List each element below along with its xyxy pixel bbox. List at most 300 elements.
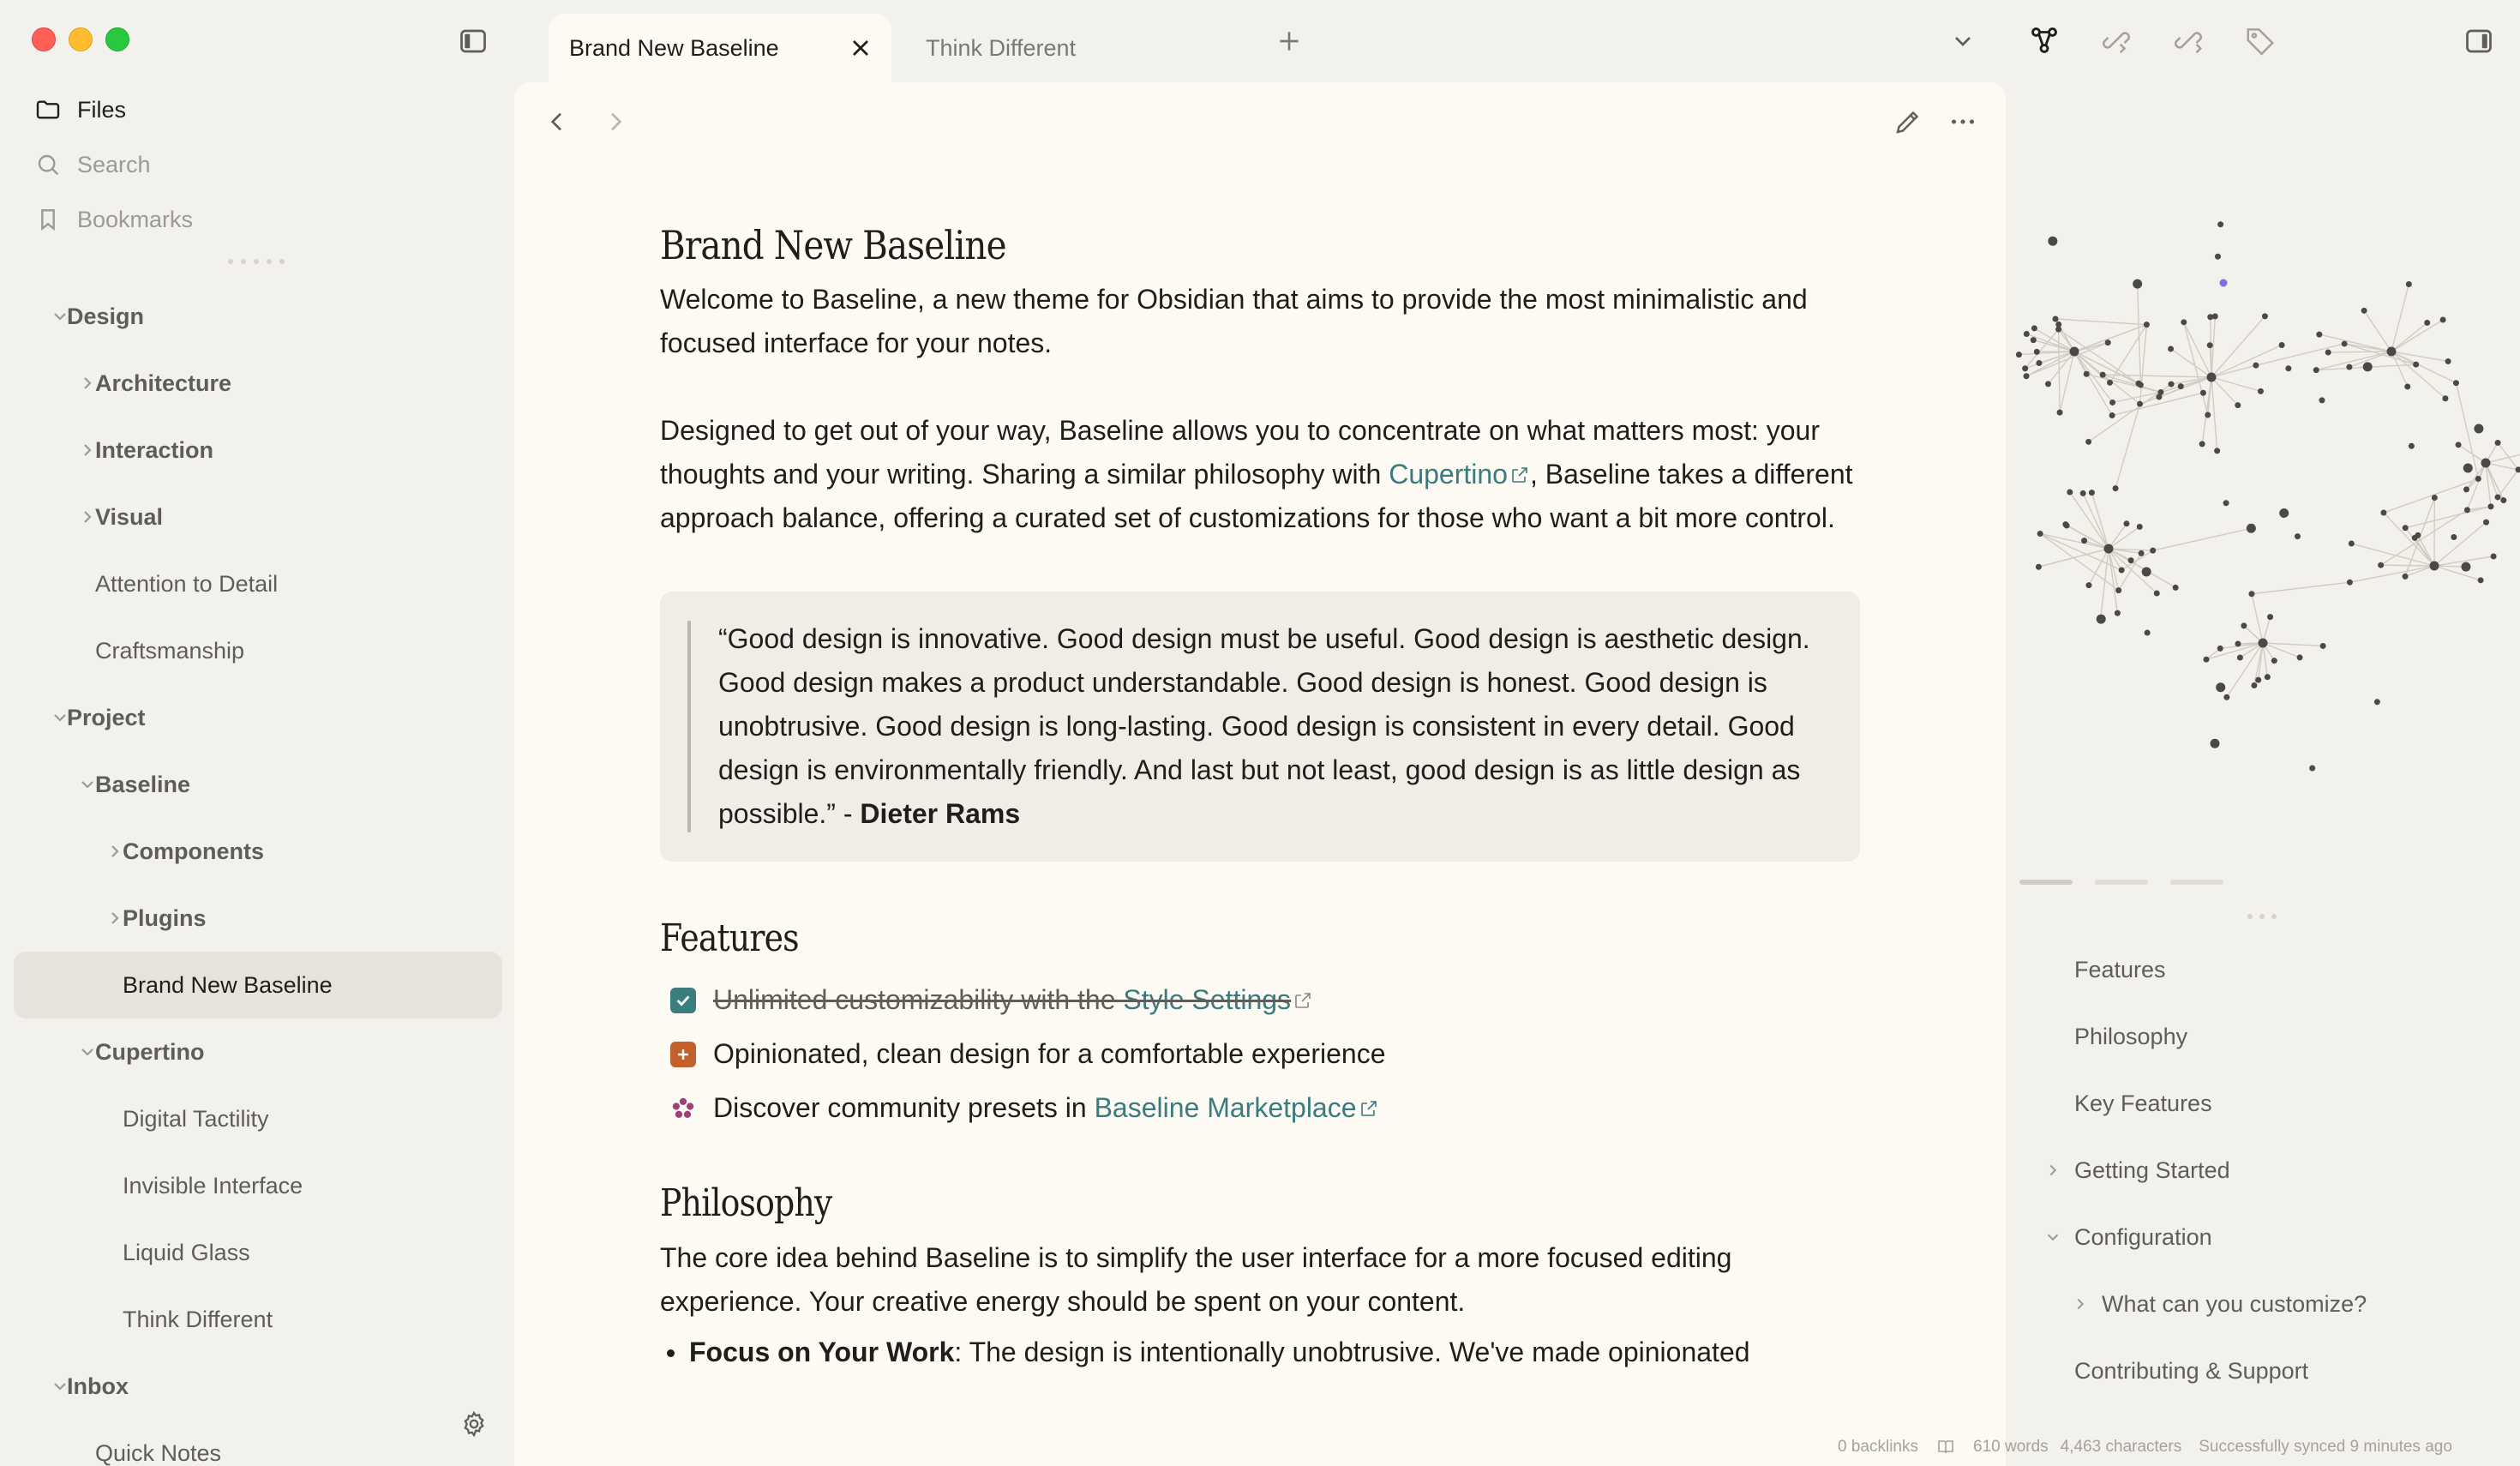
graph-node[interactable] <box>2022 365 2028 371</box>
graph-edge <box>2434 566 2466 567</box>
graph-node[interactable] <box>2036 564 2042 570</box>
checkbox-checked[interactable] <box>670 988 696 1013</box>
graph-node[interactable] <box>2157 389 2163 395</box>
features-heading: Features <box>660 916 799 960</box>
graph-node[interactable] <box>2346 364 2352 370</box>
graph-node[interactable] <box>2297 654 2303 660</box>
bookmarks-label: Bookmarks <box>77 206 194 232</box>
graph-node[interactable] <box>2205 412 2211 418</box>
paragraph-text: Designed to get out of your way, Baseline allows you to concentrate on what matters most: your thoughts and your writing. Sharing a similar philosophy with <box>660 415 1820 490</box>
file-tree <box>14 283 502 1466</box>
graph-node[interactable] <box>2048 237 2057 246</box>
graph-node[interactable] <box>2052 316 2058 322</box>
graph-node[interactable] <box>2313 367 2319 373</box>
blockquote <box>660 592 1860 862</box>
graph-edge <box>2184 322 2208 415</box>
checkbox-plus[interactable] <box>670 1042 696 1067</box>
graph-node[interactable] <box>2349 541 2355 547</box>
graph-edge <box>2391 284 2409 351</box>
paragraph <box>660 409 1860 540</box>
graph-node[interactable] <box>2483 520 2489 526</box>
right-pane-tabs[interactable] <box>2019 880 2223 885</box>
folder-icon <box>34 96 62 123</box>
outline-item-features[interactable] <box>2006 936 2520 1003</box>
graph-node[interactable] <box>2235 641 2241 647</box>
graph-edge <box>2202 377 2211 444</box>
plus-icon[interactable] <box>1274 26 1305 57</box>
chevron-down-icon[interactable] <box>2043 1228 2062 1247</box>
graph-node[interactable] <box>2247 524 2256 533</box>
graph-node[interactable] <box>2430 562 2439 571</box>
graph-node[interactable] <box>2241 622 2247 628</box>
graph-node[interactable] <box>2347 580 2353 586</box>
graph-node[interactable] <box>2491 553 2497 559</box>
tree-item-label: Quick Notes <box>95 1439 222 1466</box>
graph-node[interactable] <box>2031 325 2037 331</box>
graph-node[interactable] <box>2123 520 2129 526</box>
graph-node[interactable] <box>2145 630 2151 636</box>
graph-edge <box>2263 643 2323 646</box>
character-count: 4,463 characters <box>2060 1438 2182 1456</box>
tree-item-label: Baseline <box>95 771 191 797</box>
graph-node[interactable] <box>2463 486 2469 492</box>
outline-item-label: Key Features <box>2074 1090 2212 1116</box>
search-nav[interactable] <box>34 146 151 183</box>
outline-item-key-features[interactable] <box>2006 1070 2520 1137</box>
tab-think-different[interactable] <box>926 14 1251 82</box>
graph-node[interactable] <box>2104 544 2114 554</box>
task-text <box>713 1092 1379 1124</box>
graph-edge <box>2171 349 2211 377</box>
chevron-left-icon[interactable] <box>543 108 571 135</box>
graph-node[interactable] <box>2474 424 2483 433</box>
graph-node[interactable] <box>2279 342 2285 348</box>
graph-edge <box>2391 351 2408 387</box>
tree-folder-inbox[interactable] <box>14 1353 502 1420</box>
task-text-part: Unlimited customizability with the <box>713 984 1124 1015</box>
tree-item-label: Liquid Glass <box>123 1239 250 1265</box>
external-link-icon <box>1359 1098 1379 1119</box>
chevron-right-icon[interactable] <box>2043 1161 2062 1180</box>
graph-node[interactable] <box>2169 382 2175 388</box>
tree-item-label: Components <box>123 838 264 864</box>
tree-item-label: Think Different <box>123 1306 273 1332</box>
tree-folder-plugins[interactable] <box>14 885 502 952</box>
graph-view[interactable] <box>2006 137 2520 874</box>
graph-node[interactable] <box>2216 682 2225 692</box>
tab-brand-new-baseline[interactable] <box>549 14 891 82</box>
sync-status[interactable]: Successfully synced 9 minutes ago <box>2199 1438 2452 1456</box>
graph-edge <box>2034 328 2074 351</box>
graph-node[interactable] <box>2128 557 2134 563</box>
outline-item-contributing-support[interactable] <box>2006 1337 2520 1404</box>
graph-node[interactable] <box>2481 459 2491 468</box>
graph-node[interactable] <box>2178 383 2184 389</box>
graph-node[interactable] <box>2031 337 2037 343</box>
graph-edge <box>2206 643 2263 659</box>
graph-edge <box>2211 377 2217 451</box>
chevron-right-icon[interactable] <box>2071 1295 2090 1313</box>
tree-item-label: Brand New Baseline <box>123 971 333 998</box>
graph-node[interactable] <box>2262 313 2268 319</box>
graph-node[interactable] <box>2084 371 2090 377</box>
graph-node[interactable] <box>2495 494 2501 500</box>
graph-node[interactable] <box>2253 363 2259 369</box>
tree-item-label: Cupertino <box>95 1038 205 1065</box>
more-options-icon[interactable] <box>1947 106 1978 137</box>
outline-item-label: Philosophy <box>2074 1023 2188 1049</box>
quote-text: “Good design is innovative. Good design must be useful. Good design is aesthetic design. Good design makes a product understandable. Good design is honest. Good design is unobtrusive. Good design is long-lasting. Good design is consistent in every detail. Good design is environmentally friendly. And last but not least, good design is as little design as possible.” - <box>718 623 1810 829</box>
outline-item-what-can-you-customize[interactable] <box>2006 1271 2520 1337</box>
graph-node[interactable] <box>2085 439 2091 445</box>
tree-file-liquid-glass[interactable] <box>14 1219 502 1286</box>
task-item <box>660 1027 1860 1081</box>
graph-node[interactable] <box>2150 548 2156 554</box>
graph-node[interactable] <box>2463 463 2473 472</box>
backlinks-count[interactable]: 0 backlinks <box>1838 1438 1918 1456</box>
graph-node[interactable] <box>2451 534 2457 540</box>
note-content[interactable] <box>660 219 1860 1374</box>
tree-file-think-different[interactable] <box>14 1286 502 1353</box>
graph-edge <box>2391 351 2445 399</box>
graph-node[interactable] <box>2464 507 2470 513</box>
graph-node[interactable] <box>2109 400 2115 406</box>
tree-file-brand-new-baseline[interactable] <box>14 952 502 1018</box>
close-icon[interactable] <box>847 34 874 62</box>
task-text <box>713 984 1313 1016</box>
graph-node-active[interactable] <box>2220 279 2228 287</box>
graph-node[interactable] <box>2309 766 2315 772</box>
style-settings-link[interactable] <box>1123 984 1313 1015</box>
editor-pane[interactable] <box>514 82 2006 1466</box>
graph-node[interactable] <box>2109 412 2115 418</box>
external-link-icon <box>1509 465 1530 485</box>
gear-icon[interactable] <box>459 1409 489 1439</box>
graph-node[interactable] <box>2363 362 2373 371</box>
bullet-item <box>660 1331 1860 1374</box>
graph-node[interactable] <box>2207 373 2217 382</box>
right-pane-resize-handle[interactable] <box>2247 914 2277 919</box>
graph-node[interactable] <box>2259 639 2268 648</box>
graph-node[interactable] <box>2248 591 2254 597</box>
tree-folder-cupertino[interactable] <box>14 1018 502 1085</box>
graph-node[interactable] <box>2139 550 2145 556</box>
tag-icon[interactable] <box>2244 24 2277 57</box>
graph-node[interactable] <box>2070 347 2079 357</box>
book-icon[interactable] <box>1935 1437 1956 1457</box>
graph-node[interactable] <box>2115 587 2121 593</box>
outline-item-label: What can you customize? <box>2102 1290 2367 1317</box>
search-label: Search <box>77 151 151 177</box>
graph-edge <box>2391 322 2427 351</box>
graph-edge <box>2364 310 2391 351</box>
graph-view-icon[interactable] <box>2028 24 2061 57</box>
backlinks-icon[interactable] <box>2100 24 2133 57</box>
cupertino-link[interactable] <box>1389 459 1530 490</box>
right-sidebar-toggle-icon[interactable] <box>2463 26 2494 57</box>
tree-item-label: Digital Tactility <box>123 1105 269 1132</box>
graph-node[interactable] <box>2217 646 2223 652</box>
graph-edge <box>2101 549 2109 620</box>
graph-edge <box>2498 470 2518 497</box>
graph-node[interactable] <box>2207 342 2213 348</box>
graph-node[interactable] <box>2378 562 2384 568</box>
external-link-icon <box>1293 990 1313 1011</box>
tree-item-label: Design <box>67 303 145 329</box>
tree-file-quick-notes[interactable] <box>14 1420 502 1466</box>
note-title: Brand New Baseline <box>660 222 1006 268</box>
tree-item-label: Project <box>67 704 146 730</box>
outline-item-label: Contributing & Support <box>2074 1357 2309 1384</box>
graph-node[interactable] <box>2062 521 2068 527</box>
graph-node[interactable] <box>2037 531 2043 537</box>
graph-edge <box>2153 528 2252 550</box>
graph-node[interactable] <box>2105 339 2111 345</box>
graph-node[interactable] <box>2024 373 2030 379</box>
link-text: Style Settings <box>1123 984 1292 1015</box>
philosophy-paragraph: The core idea behind Baseline is to simplify the user interface for a more focused editing experience. Your creative energy should be spent on your content. <box>660 1242 1732 1317</box>
graph-edge <box>2381 565 2434 566</box>
tree-folder-architecture[interactable] <box>14 350 502 417</box>
graph-node[interactable] <box>2413 362 2419 368</box>
tree-folder-components[interactable] <box>14 818 502 885</box>
graph-edge <box>2349 566 2434 582</box>
graph-node[interactable] <box>2461 562 2470 572</box>
outline-item-getting-started[interactable] <box>2006 1137 2520 1204</box>
graph-node[interactable] <box>2214 448 2220 454</box>
graph-node[interactable] <box>2200 390 2206 396</box>
chevron-down-icon[interactable] <box>1949 27 1977 55</box>
graph-node[interactable] <box>2089 490 2095 496</box>
graph-node[interactable] <box>2223 694 2229 700</box>
graph-edge <box>2109 325 2146 383</box>
bullet-bold: Focus on Your Work <box>689 1337 955 1367</box>
graph-node[interactable] <box>2285 365 2291 371</box>
graph-node[interactable] <box>2487 503 2493 509</box>
outline-item-label: Getting Started <box>2074 1157 2230 1183</box>
graph-node[interactable] <box>2057 410 2063 416</box>
graph-node[interactable] <box>2080 490 2086 496</box>
graph-node[interactable] <box>2235 402 2241 408</box>
graph-edge <box>2351 544 2434 566</box>
graph-node[interactable] <box>2403 525 2409 531</box>
graph-node[interactable] <box>2137 524 2143 530</box>
graph-node[interactable] <box>2342 340 2348 346</box>
graph-node[interactable] <box>2142 568 2151 577</box>
graph-node[interactable] <box>2440 317 2446 323</box>
quote-author: Dieter Rams <box>860 798 1021 829</box>
graph-node[interactable] <box>2100 372 2106 378</box>
graph-node[interactable] <box>2199 441 2205 447</box>
graph-node[interactable] <box>2403 574 2409 580</box>
outline-item-philosophy[interactable] <box>2006 1003 2520 1070</box>
graph-node[interactable] <box>2137 401 2143 407</box>
graph-node[interactable] <box>2258 388 2264 394</box>
graph-edge <box>2391 320 2443 351</box>
graph-node[interactable] <box>2319 397 2325 403</box>
status-bar <box>1838 1437 2452 1457</box>
graph-node[interactable] <box>2024 331 2030 337</box>
graph-node[interactable] <box>2453 380 2459 386</box>
files-nav[interactable] <box>34 91 126 129</box>
graph-node[interactable] <box>2113 485 2119 491</box>
graph-edge <box>2252 582 2350 594</box>
graph-node[interactable] <box>2415 532 2421 538</box>
graph-node[interactable] <box>2267 614 2273 620</box>
graph-node[interactable] <box>2316 332 2322 338</box>
left-sidebar-toggle-icon[interactable] <box>458 26 489 57</box>
graph-edge <box>2070 492 2109 549</box>
word-count: 610 words <box>1973 1438 2049 1456</box>
graph-node[interactable] <box>2478 577 2484 583</box>
graph-node[interactable] <box>2255 677 2261 683</box>
graph-node[interactable] <box>2361 308 2367 314</box>
intro-paragraph: Welcome to Baseline, a new theme for Obsidian that aims to provide the most minimalistic and focused interface for your notes. <box>660 284 1808 358</box>
graph-node[interactable] <box>2144 321 2150 327</box>
graph-node[interactable] <box>2045 381 2051 387</box>
graph-edge <box>2256 344 2344 365</box>
graph-node[interactable] <box>2085 582 2091 588</box>
tree-item-label: Interaction <box>95 436 214 463</box>
tree-item-label: Inbox <box>67 1373 129 1399</box>
left-sidebar <box>0 0 514 1466</box>
graph-node[interactable] <box>2203 657 2209 663</box>
outgoing-links-icon[interactable] <box>2172 24 2205 57</box>
graph-edge <box>2328 351 2391 352</box>
graph-node[interactable] <box>2036 360 2042 366</box>
task-item <box>660 1081 1860 1135</box>
link-text: Cupertino <box>1389 459 1508 490</box>
chevron-right-icon[interactable] <box>602 108 629 135</box>
graph-node[interactable] <box>2133 279 2142 289</box>
graph-node[interactable] <box>2445 358 2451 364</box>
outline-item-label: Features <box>2074 956 2166 982</box>
pencil-icon[interactable] <box>1893 106 1923 137</box>
graph-node[interactable] <box>2207 314 2213 320</box>
sidebar-resize-handle[interactable] <box>228 259 285 264</box>
graph-node[interactable] <box>2067 490 2073 496</box>
search-icon <box>34 151 62 178</box>
graph-node[interactable] <box>2404 383 2410 389</box>
graph-edges <box>2019 284 2520 697</box>
graph-node[interactable] <box>2097 615 2106 624</box>
graph-node[interactable] <box>2380 510 2386 516</box>
graph-node[interactable] <box>2456 442 2462 448</box>
tree-file-attention-to-detail[interactable] <box>14 550 502 617</box>
tree-item-label: Architecture <box>95 370 232 396</box>
tree-folder-design[interactable] <box>14 283 502 350</box>
tree-folder-visual[interactable] <box>14 484 502 550</box>
philosophy-heading: Philosophy <box>660 1181 832 1225</box>
graph-node[interactable] <box>2217 221 2223 227</box>
tree-folder-baseline[interactable] <box>14 751 502 818</box>
graph-edge <box>2026 351 2074 376</box>
tree-item-label: Craftsmanship <box>95 637 245 664</box>
graph-node[interactable] <box>2295 533 2301 539</box>
window-maximize-button[interactable] <box>105 27 129 51</box>
graph-node[interactable] <box>2495 440 2501 446</box>
graph-node[interactable] <box>2223 500 2229 506</box>
graph-node[interactable] <box>2119 567 2125 573</box>
graph-edge <box>2434 566 2481 580</box>
graph-node[interactable] <box>2115 610 2121 616</box>
tree-item-label: Attention to Detail <box>95 570 279 597</box>
graph-node[interactable] <box>2432 495 2438 501</box>
task-text: Opinionated, clean design for a comfortable experience <box>713 1038 1386 1069</box>
files-label: Files <box>77 96 127 123</box>
flower-icon[interactable] <box>670 1096 696 1121</box>
graph-node[interactable] <box>2475 476 2481 482</box>
graph-node[interactable] <box>2500 497 2506 503</box>
link-text: Baseline Marketplace <box>1094 1092 1357 1123</box>
graph-node[interactable] <box>2320 643 2326 649</box>
tree-file-invisible-interface[interactable] <box>14 1152 502 1219</box>
tree-folder-interaction[interactable] <box>14 417 502 484</box>
graph-node[interactable] <box>2251 682 2257 688</box>
tree-file-craftsmanship[interactable] <box>14 617 502 684</box>
graph-node[interactable] <box>2107 380 2113 386</box>
graph-edge <box>2074 325 2146 351</box>
bookmarks-nav[interactable] <box>34 201 193 238</box>
graph-node[interactable] <box>2034 349 2040 355</box>
graph-node[interactable] <box>2442 395 2448 401</box>
graph-node[interactable] <box>2387 347 2397 357</box>
graph-edge <box>2103 375 2211 377</box>
graph-edge <box>2074 351 2113 402</box>
graph-node[interactable] <box>2081 538 2087 544</box>
graph-node[interactable] <box>2138 382 2144 388</box>
graph-edge <box>2458 445 2486 463</box>
graph-edge <box>2038 549 2109 567</box>
baseline-marketplace-link[interactable] <box>1095 1092 1379 1123</box>
graph-node[interactable] <box>2055 321 2061 327</box>
tree-file-digital-tactility[interactable] <box>14 1085 502 1152</box>
tree-folder-project[interactable] <box>14 684 502 751</box>
graph-node[interactable] <box>2406 281 2412 287</box>
window-minimize-button[interactable] <box>69 27 93 51</box>
graph-edge <box>2115 404 2139 488</box>
graph-node[interactable] <box>2271 658 2277 664</box>
graph-node[interactable] <box>2154 591 2160 597</box>
graph-node[interactable] <box>2265 674 2271 680</box>
graph-node[interactable] <box>2215 254 2221 260</box>
paragraph-text: , Baseline takes a different approach balance, offering a curated set of customizations for those who want a bit more control. <box>660 459 1853 533</box>
graph-node[interactable] <box>2181 319 2187 325</box>
graph-node[interactable] <box>2211 739 2220 748</box>
graph-node[interactable] <box>2424 320 2430 326</box>
graph-node[interactable] <box>2168 345 2174 351</box>
window-close-button[interactable] <box>32 27 56 51</box>
graph-node[interactable] <box>2374 699 2380 705</box>
task-item <box>660 973 1860 1027</box>
graph-node[interactable] <box>2279 508 2289 518</box>
graph-node[interactable] <box>2237 655 2243 661</box>
tree-item-label: Visual <box>95 503 164 530</box>
graph-node[interactable] <box>2325 350 2331 356</box>
tab-label: Brand New Baseline <box>569 34 779 61</box>
graph-edge <box>2055 319 2146 325</box>
graph-node[interactable] <box>2016 351 2022 357</box>
graph-edge <box>2319 334 2391 351</box>
outline-item-configuration[interactable] <box>2006 1204 2520 1271</box>
tree-item-label: Plugins <box>123 904 207 931</box>
graph-node[interactable] <box>2173 585 2179 591</box>
graph-edge <box>2140 325 2147 405</box>
graph-edge <box>2184 322 2211 377</box>
graph-edge <box>2109 526 2139 549</box>
task-text-part: Discover community presets in <box>713 1092 1095 1123</box>
graph-node[interactable] <box>2409 443 2415 449</box>
